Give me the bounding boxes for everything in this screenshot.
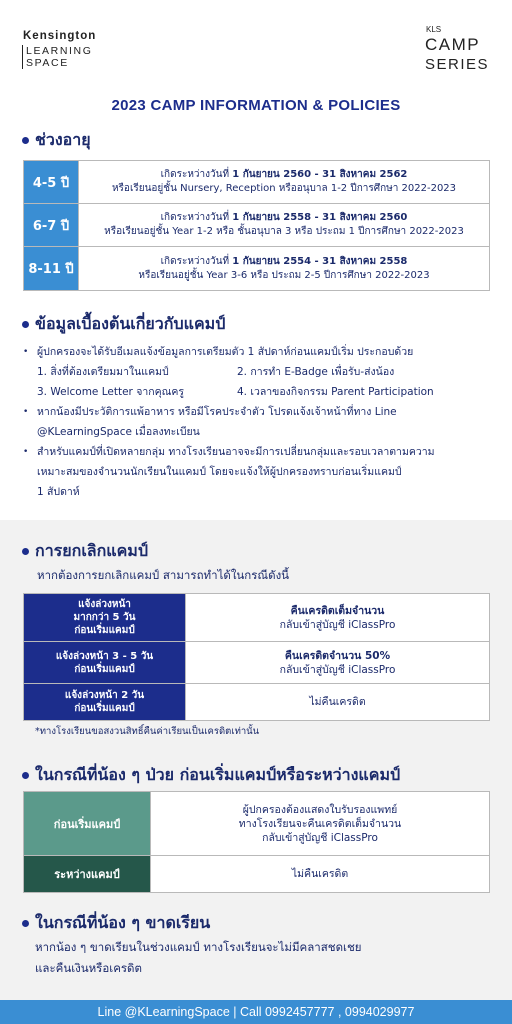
cancel-refund-note: กลับเข้าสู่บัญชี iClassPro [279,663,396,676]
age-table [23,160,490,291]
age-grade: หรือเรียนอยู่ชั้น Year 3-6 หรือ ประถม 2-5 ปีการศึกษา 2022-2023 [138,269,430,281]
cancel-refund-amount: คืนเครดิตจำนวน 50% [284,649,391,662]
sick-section-title [22,763,400,788]
age-grade: หรือเรียนอยู่ชั้น Nursery, Reception หรืออนุบาล 1-2 ปีการศึกษา 2022-2023 [111,183,457,194]
age-dob-range: 1 กันยายน 2560 - 31 สิงหาคม 2562 [232,169,408,180]
cancel-notice-cell [24,642,186,683]
camp-series-series: SERIES [425,56,490,73]
absent-line: หากน้อง ๆ ขาดเรียนในช่วงแคมป์ ทางโรงเรียนจะไม่มีคลาสชดเชย [35,940,362,954]
absent-line: และคืนเงินหรือเครดิต [35,961,142,975]
absent-section-label: ในกรณีที่น้อง ๆ ขาดเรียน [35,913,211,932]
age-section-title [22,128,91,153]
info-subitem: 2. การทำ E-Badge เพื่อรับ-ส่งน้อง [237,366,395,378]
cancel-refund-cell [186,684,489,720]
sick-policy-line: กลับเข้าสู่บัญชี iClassPro [262,831,378,844]
sick-table [23,791,490,893]
info-bullet-1: ผู้ปกครองจะได้รับอีเมลแจ้งข้อมูลการเตรียมตัว 1 สัปดาห์ก่อนแคมป์เริ่ม ประกอบด้วย [37,346,414,358]
cancel-notice-line: ก่อนเริ่มแคมป์ [74,703,135,714]
age-label: 4-5 ปี [24,161,79,203]
table-row [24,594,489,642]
info-section-label: ข้อมูลเบื้องต้นเกี่ยวกับแคมป์ [35,314,226,333]
bullet-icon: • [23,407,29,417]
cancel-refund-cell [186,642,489,683]
age-row [24,161,489,204]
age-dob-prefix: เกิดระหว่างวันที่ [160,212,233,223]
cancel-notice-line: แจ้งล่วงหน้า 3 - 5 วัน [55,650,154,662]
table-row [24,684,489,720]
sick-policy-line: ผู้ปกครองต้องแสดงใบรับรองแพทย์ [242,803,398,816]
sick-policy-cell [151,792,489,855]
sick-timing-cell: ระหว่างแคมป์ [24,856,151,892]
cancel-notice-cell [24,684,186,720]
cancel-refund-note: กลับเข้าสู่บัญชี iClassPro [279,618,396,631]
sick-timing-cell: ก่อนเริ่มแคมป์ [24,792,151,855]
cancel-refund-note: ไม่คืนเครดิต [309,696,366,708]
age-dob-prefix: เกิดระหว่างวันที่ [160,169,233,180]
list-item [23,442,493,462]
bullet-dot-icon [22,548,29,555]
logo-sub [22,45,92,69]
cancel-notice-line: ก่อนเริ่มแคมป์ [74,663,135,675]
info-bullet-3: สำหรับแคมป์ที่เปิดหลายกลุ่ม ทางโรงเรียนอาจจะมีการเปลี่ยนกลุ่มและรอบเวลาตามความ [37,446,435,458]
cancel-notice-cell [24,594,186,641]
cancel-notice-line: แจ้งล่วงหน้า 2 วัน [64,690,145,701]
logo-line-learning: LEARNING [26,45,93,57]
info-subitem: 1. สิ่งที่ต้องเตรียมมาในแคมป์ [37,366,169,378]
table-row [24,856,489,892]
cancel-section-title [22,539,148,564]
cancel-refund-cell [186,594,489,641]
contact-footer: Line @KLearningSpace | Call 0992457777 , 0994029977 [0,1000,512,1024]
info-subitems-row [23,382,493,402]
info-bullet-3-cont: 1 สัปดาห์ [37,486,80,498]
list-item [23,342,493,362]
info-subitem: 4. เวลาของกิจกรรม Parent Participation [237,386,434,398]
age-row [24,204,489,247]
bullet-dot-icon [22,137,29,144]
info-bullet-3-cont: เหมาะสมของจำนวนนักเรียนในแคมป์ โดยจะแจ้งให้ผู้ปกครองทราบก่อนเริ่มแคมป์ [37,466,402,478]
info-section-title [22,312,225,337]
sick-section-label: ในกรณีที่น้อง ๆ ป่วย ก่อนเริ่มแคมป์หรือระหว่างแคมป์ [35,765,401,784]
age-description [79,247,489,290]
absent-text [35,937,362,979]
absent-section-title [22,911,210,936]
bullet-dot-icon [22,772,29,779]
cancel-footnote: *ทางโรงเรียนขอสงวนสิทธิ์คืนค่าเรียนเป็นเครดิตเท่านั้น [35,726,260,737]
cancel-table [23,593,490,721]
info-bullet-2: หากน้องมีประวัติการแพ้อาหาร หรือมีโรคประจำตัว โปรดแจ้งเจ้าหน้าที่ทาง Line [37,406,397,418]
age-dob-range: 1 กันยายน 2558 - 31 สิงหาคม 2560 [232,212,408,223]
info-subitems-row [23,362,493,382]
camp-series-kls: KLS [426,25,442,34]
bullet-dot-icon [22,321,29,328]
info-bullet-2-cont: @KLearningSpace เมื่อลงทะเบียน [37,426,200,438]
cancel-subtitle: หากต้องการยกเลิกแคมป์ สามารถทำได้ในกรณีดังนี้ [37,568,290,582]
age-dob-prefix: เกิดระหว่างวันที่ [160,255,233,267]
info-list [23,342,493,502]
age-row [24,247,489,290]
age-label: 8-11 ปี [24,247,79,290]
cancel-notice-line: ก่อนเริ่มแคมป์ [74,625,135,636]
bullet-dot-icon [22,920,29,927]
sick-policy-line: ทางโรงเรียนจะคืนเครดิตเต็มจำนวน [238,817,402,830]
sick-policy-cell [151,856,489,892]
info-subitem: 3. Welcome Letter จากคุณครู [37,386,185,398]
page-title: 2023 CAMP INFORMATION & POLICIES [111,97,401,114]
list-item [23,402,493,422]
age-description [79,161,489,203]
bullet-icon: • [23,447,29,457]
age-section-label: ช่วงอายุ [35,130,91,149]
table-row [24,642,489,684]
logo-line-space: SPACE [26,57,69,69]
bullet-icon: • [23,347,29,357]
cancel-refund-amount: คืนเครดิตเต็มจำนวน [290,604,385,617]
table-row [24,792,489,856]
age-description [79,204,489,246]
logo-wordmark: Kensington [23,30,97,42]
age-grade: หรือเรียนอยู่ชั้น Year 1-2 หรือ ชั้นอนุบาล 3 หรือ ประถม 1 ปีการศึกษา 2022-2023 [104,226,464,237]
age-label: 6-7 ปี [24,204,79,246]
cancel-notice-line: มากกว่า 5 วัน [73,612,136,623]
cancel-section-label: การยกเลิกแคมป์ [35,541,149,560]
age-dob-range: 1 กันยายน 2554 - 31 สิงหาคม 2558 [232,255,408,267]
cancel-notice-line: แจ้งล่วงหน้า [78,599,131,610]
camp-series-camp: CAMP [425,35,481,54]
sick-policy-line: ไม่คืนเครดิต [291,868,349,880]
